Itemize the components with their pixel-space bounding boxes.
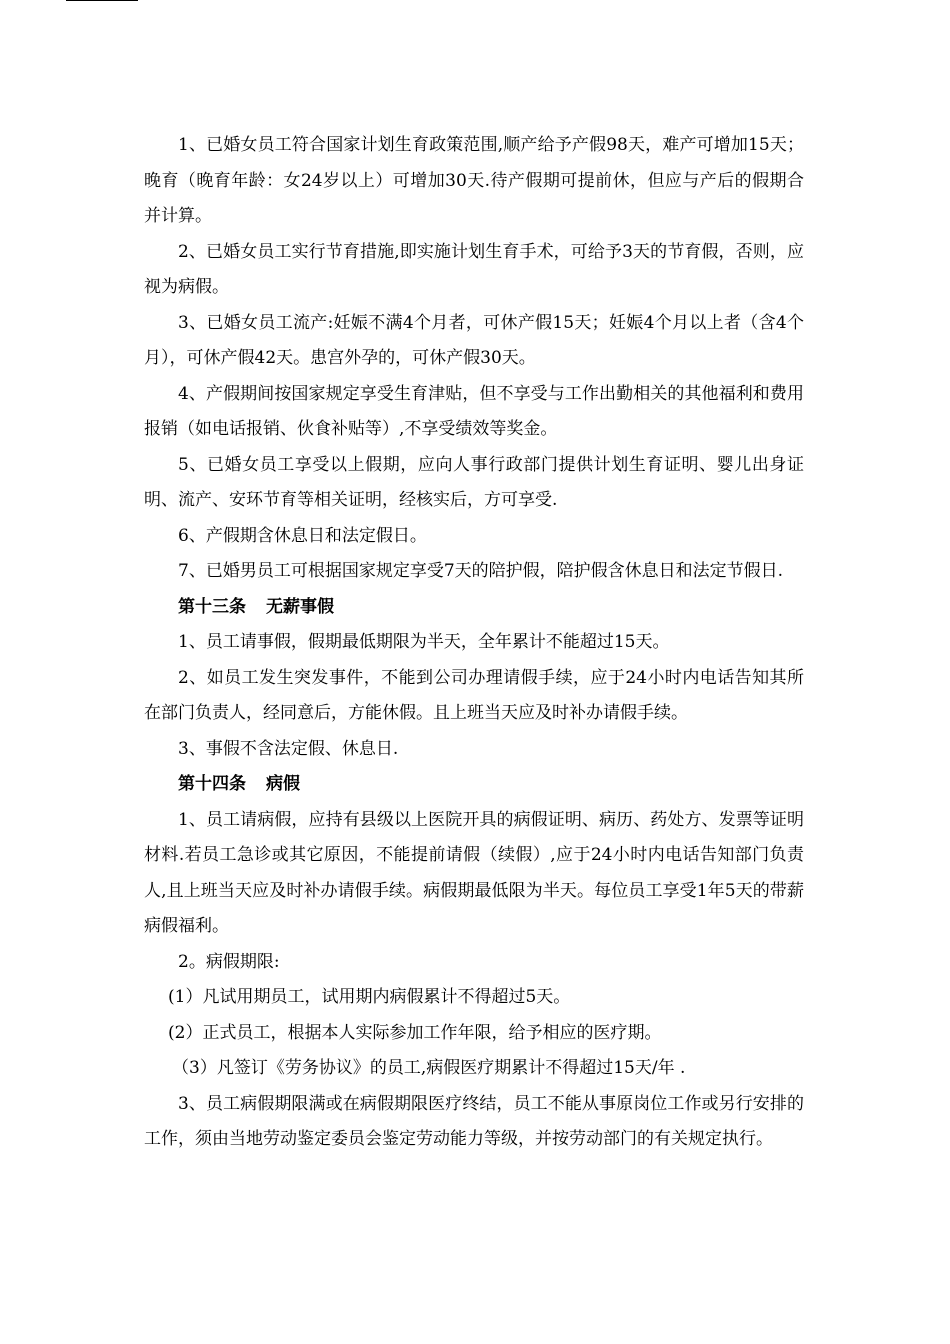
header-rule [66,0,138,1]
paragraph-sick-leave-3: 3、员工病假期限满或在病假期限医疗终结，员工不能从事原岗位工作或另行安排的工作，须由当地劳动鉴定委员会鉴定劳动能力等级，并按劳动部门的有关规定执行。 [144,1093,804,1149]
paragraph-unpaid-leave-2: 2、如员工发生突发事件，不能到公司办理请假手续，应于24小时内电话告知其所在部门负责人，经同意后，方能休假。且上班当天应及时补办请假手续。 [144,667,804,723]
paragraph-unpaid-leave-1: 1、员工请事假，假期最低期限为半天，全年累计不能超过15天。 [178,632,670,652]
paragraph-maternity-1: 1、已婚女员工符合国家计划生育政策范围,顺产给予产假98天，难产可增加15天；晚育（晚育年龄：女24岁以上）可增加30天.待产假期可提前休，但应与产后的假期合并计算。 [144,135,804,226]
sick-leave-item-1: (1）凡试用期员工，试用期内病假累计不得超过5天。 [168,987,571,1007]
paragraph-sick-leave-1: 1、员工请病假，应持有县级以上医院开具的病假证明、病历、药处方、发票等证明材料.若员工急诊或其它原因，不能提前请假（续假）,应于24小时内电话告知部门负责人,且上班当天应及时补办请假手续。病假期最低限为半天。每位员工享受1年5天的带薪病假福利。 [144,809,804,936]
article-13-heading [144,590,804,626]
paragraph-unpaid-leave-3: 3、事假不含法定假、休息日. [178,738,399,759]
article-14-number: 第十四条 [178,774,246,794]
paragraph-maternity-6: 6、产假期含休息日和法定假日。 [178,525,427,546]
article-14-heading [144,767,804,803]
article-14-title: 病假 [266,774,300,794]
paragraph-maternity-4: 4、产假期间按国家规定享受生育津贴，但不享受与工作出勤相关的其他福利和费用报销（如电话报销、伙食补贴等）,不享受绩效等奖金。 [144,383,804,439]
sick-leave-item-2: (2）正式员工，根据本人实际参加工作年限，给予相应的医疗期。 [168,1022,662,1043]
article-13-number: 第十三条 [178,596,246,617]
sick-leave-item-3: （3）凡签订《劳务协议》的员工,病假医疗期累计不得超过15天/年 . [172,1058,686,1078]
document-body [144,128,804,1158]
paragraph-maternity-3: 3、已婚女员工流产:妊娠不满4个月者，可休产假15天；妊娠4个月以上者（含4个月），可休产假42天。患宫外孕的，可休产假30天。 [144,312,804,368]
article-13-title: 无薪事假 [266,596,334,617]
paragraph-sick-leave-2: 2。病假期限: [178,951,280,972]
paragraph-maternity-2: 2、已婚女员工实行节育措施,即实施计划生育手术，可给予3天的节育假，否则，应视为病假。 [144,241,804,297]
paragraph-maternity-5: 5、已婚女员工享受以上假期，应向人事行政部门提供计划生育证明、婴儿出身证明、流产、安环节育等相关证明，经核实后，方可享受. [144,454,804,510]
paragraph-maternity-7: 7、已婚男员工可根据国家规定享受7天的陪护假，陪护假含休息日和法定节假日. [178,561,784,581]
